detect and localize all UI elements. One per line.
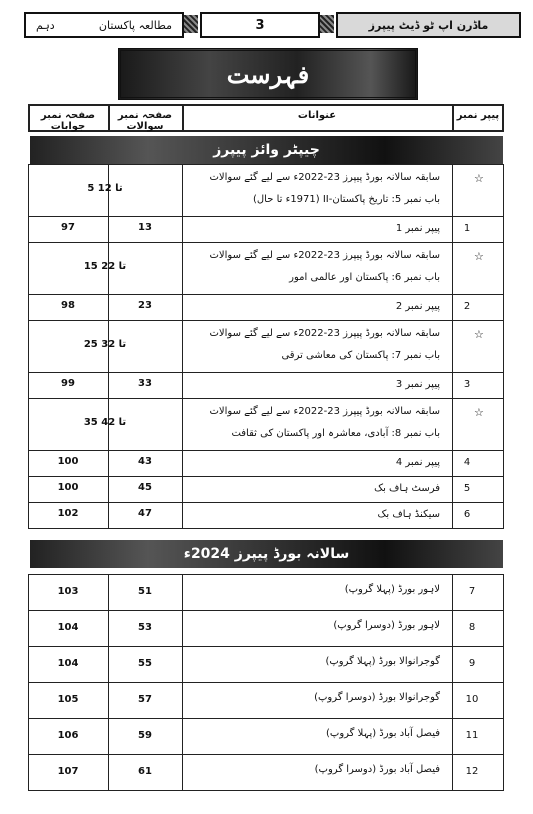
table-rule — [182, 646, 183, 682]
topic-line: لاہور بورڈ (پہلا گروپ) — [344, 584, 440, 595]
table-rule — [452, 164, 453, 216]
topic-line: پیپر نمبر 4 — [395, 457, 440, 468]
question-page: 53 — [138, 622, 152, 633]
answer-page: 106 — [57, 730, 79, 741]
table-rule — [28, 164, 504, 165]
table-rule — [28, 790, 504, 791]
question-page: 57 — [138, 694, 152, 705]
table-rule — [182, 216, 183, 242]
answer-page: 100 — [57, 482, 79, 493]
series-title-box — [336, 12, 521, 38]
table-rule — [182, 242, 183, 294]
table-rule — [503, 646, 504, 682]
question-page-range: 25 تا 32 — [83, 339, 127, 350]
topic-line: فیصل آباد بورڈ (پہلا گروپ) — [326, 728, 440, 739]
paper-number: 9 — [468, 658, 476, 669]
topic-chapter: باب نمبر 7: پاکستان کی معاشی ترقی — [281, 350, 440, 361]
table-rule — [503, 320, 504, 372]
table-rule — [28, 104, 504, 106]
table-rule — [503, 682, 504, 718]
table-rule — [503, 476, 504, 502]
table-rule — [503, 164, 504, 216]
table-rule — [503, 574, 504, 610]
answer-page: 103 — [57, 586, 79, 597]
subject-label: مطالعہ پاکستان — [98, 18, 172, 32]
page-number: 3 — [255, 17, 265, 33]
paper-number: 11 — [465, 730, 479, 741]
series-title: ماڈرن اپ ٹو ڈیٹ پیپرز — [368, 18, 489, 32]
paper-number: 2 — [463, 301, 471, 312]
answer-page: 107 — [57, 766, 79, 777]
star-icon: ☆ — [474, 328, 484, 341]
table-rule — [28, 574, 504, 575]
question-page: 23 — [138, 300, 152, 311]
topic-line: فرسٹ ہاف بک — [374, 483, 440, 494]
table-rule — [503, 502, 504, 528]
table-rule — [182, 398, 183, 450]
paper-number: 8 — [468, 622, 476, 633]
section-title: سالانہ بورڈ پیپرز 2024ء — [183, 546, 350, 562]
answer-page: 100 — [57, 456, 79, 467]
question-page-range: 15 تا 22 — [83, 261, 127, 272]
column-header-paper-no: پیپر نمبر — [456, 110, 500, 121]
question-page: 61 — [138, 766, 152, 777]
question-page: 51 — [138, 586, 152, 597]
topic-chapter: باب نمبر 5: تاریخ پاکستان-II (1971ء تا حال) — [253, 194, 440, 205]
paper-number: 3 — [463, 379, 471, 390]
table-rule — [182, 294, 183, 320]
table-rule — [28, 242, 504, 243]
table-rule — [28, 646, 504, 647]
table-rule — [452, 242, 453, 294]
question-page: 33 — [138, 378, 152, 389]
table-rule — [182, 164, 183, 216]
ornament-icon — [320, 15, 334, 33]
topic-line: سابقہ سالانہ بورڈ پیپرز 23-2022ء سے لیے گئے سوالات — [209, 328, 440, 339]
table-rule — [503, 398, 504, 450]
table-rule — [182, 682, 183, 718]
answer-page: 104 — [57, 658, 79, 669]
topic-line: لاہور بورڈ (دوسرا گروپ) — [333, 620, 440, 631]
paper-number: 10 — [465, 694, 479, 705]
question-page: 43 — [138, 456, 152, 467]
answer-page: 99 — [61, 378, 75, 389]
table-rule — [182, 450, 183, 476]
table-rule — [28, 476, 504, 477]
paper-number: 7 — [468, 586, 476, 597]
question-page-range: 35 تا 42 — [83, 417, 127, 428]
column-header-question-page: صفحہ نمبر سوالات — [117, 110, 173, 132]
paper-number: 4 — [463, 457, 471, 468]
paper-number: 5 — [463, 483, 471, 494]
table-rule — [182, 754, 183, 790]
table-rule — [28, 502, 504, 503]
star-icon: ☆ — [474, 172, 484, 185]
page-header — [24, 12, 521, 38]
star-icon: ☆ — [474, 250, 484, 263]
question-page: 47 — [138, 508, 152, 519]
table-rule — [28, 754, 504, 755]
title-banner — [118, 48, 418, 100]
table-rule — [503, 242, 504, 294]
paper-number: 1 — [463, 223, 471, 234]
topic-line: سیکنڈ ہاف بک — [377, 509, 440, 520]
table-rule — [503, 216, 504, 242]
question-page-range: 5 تا 12 — [87, 183, 123, 194]
table-rule — [28, 682, 504, 683]
table-rule — [182, 574, 183, 610]
answer-page: 98 — [61, 300, 75, 311]
paper-number: 6 — [463, 509, 471, 520]
table-rule — [28, 216, 504, 217]
answer-page: 97 — [61, 222, 75, 233]
answer-page: 102 — [57, 508, 79, 519]
answer-page: 105 — [57, 694, 79, 705]
section-title: چیپٹر وائز پیپرز — [213, 142, 320, 158]
table-rule — [503, 294, 504, 320]
section-header-chapter-wise — [30, 136, 503, 164]
table-rule — [182, 372, 183, 398]
table-rule — [28, 398, 504, 399]
topic-line: پیپر نمبر 3 — [395, 379, 440, 390]
table-rule — [28, 294, 504, 295]
table-rule — [182, 320, 183, 372]
topic-line: فیصل آباد بورڈ (دوسرا گروپ) — [314, 764, 440, 775]
table-rule — [182, 718, 183, 754]
page-title: فہرست — [226, 59, 310, 89]
table-rule — [503, 610, 504, 646]
table-rule — [503, 718, 504, 754]
table-rule — [28, 528, 504, 529]
table-rule — [452, 398, 453, 450]
table-rule — [503, 372, 504, 398]
table-rule — [503, 450, 504, 476]
table-rule — [28, 718, 504, 719]
question-page: 59 — [138, 730, 152, 741]
column-header-topics: عنوانات — [297, 110, 337, 121]
table-rule — [452, 320, 453, 372]
star-icon: ☆ — [474, 406, 484, 419]
subject-box — [24, 12, 184, 38]
question-page: 55 — [138, 658, 152, 669]
table-rule — [28, 450, 504, 451]
topic-line: پیپر نمبر 1 — [395, 223, 440, 234]
table-rule — [503, 754, 504, 790]
grade-label: دہم — [36, 18, 55, 32]
topic-line: گوجرانوالا بورڈ (پہلا گروپ) — [325, 656, 440, 667]
topic-line: سابقہ سالانہ بورڈ پیپرز 23-2022ء سے لیے گئے سوالات — [209, 250, 440, 261]
table-rule — [182, 476, 183, 502]
topic-line: گوجرانوالا بورڈ (دوسرا گروپ) — [314, 692, 440, 703]
column-header-answer-page: صفحہ نمبر جوابات — [40, 110, 96, 132]
topic-line: سابقہ سالانہ بورڈ پیپرز 23-2022ء سے لیے گئے سوالات — [209, 406, 440, 417]
topic-chapter: باب نمبر 8: آبادی، معاشرہ اور پاکستان کی ثقافت — [231, 428, 440, 439]
topic-chapter: باب نمبر 6: پاکستان اور عالمی امور — [289, 272, 440, 283]
table-rule — [28, 610, 504, 611]
question-page: 45 — [138, 482, 152, 493]
table-rule — [182, 502, 183, 528]
section-header-annual-2024 — [30, 540, 503, 568]
topic-line: سابقہ سالانہ بورڈ پیپرز 23-2022ء سے لیے گئے سوالات — [209, 172, 440, 183]
question-page: 13 — [138, 222, 152, 233]
table-rule — [28, 320, 504, 321]
table-rule — [28, 372, 504, 373]
answer-page: 104 — [57, 622, 79, 633]
page-number-box — [200, 12, 320, 38]
ornament-icon — [184, 15, 198, 33]
table-rule — [182, 610, 183, 646]
topic-line: پیپر نمبر 2 — [395, 301, 440, 312]
paper-number: 12 — [465, 766, 479, 777]
